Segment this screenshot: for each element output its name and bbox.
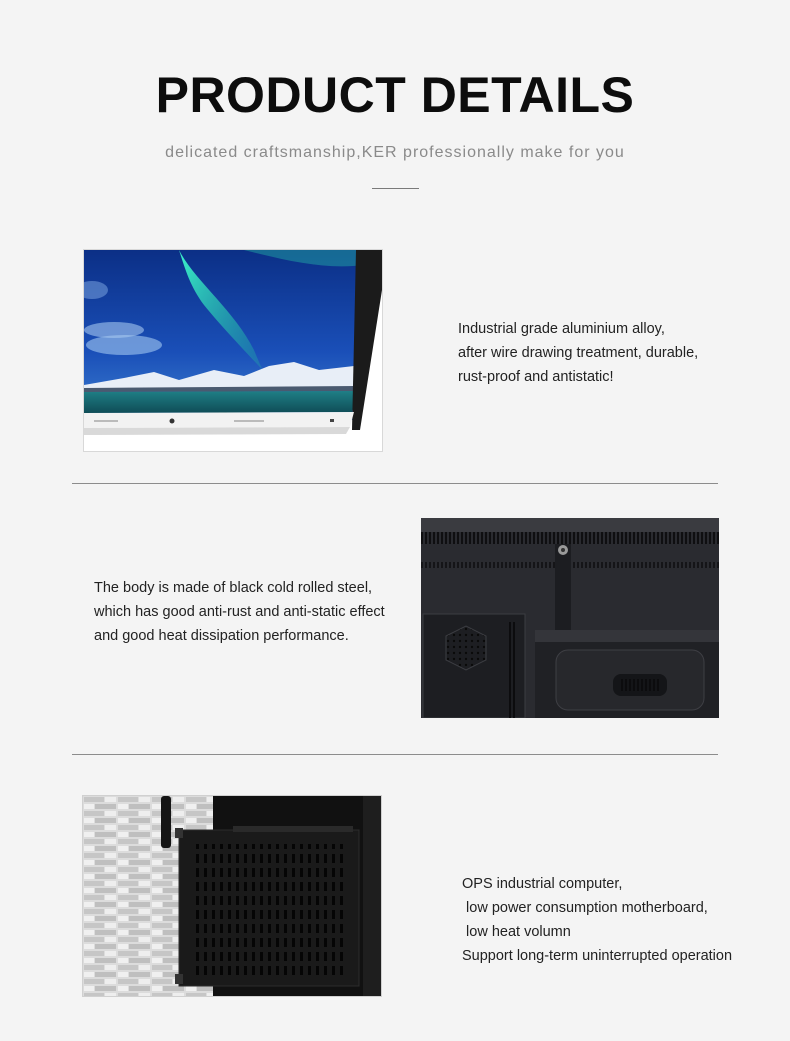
section-1-text: [458, 317, 698, 389]
section-3-line: OPS industrial computer,: [462, 876, 623, 892]
section-2-line: which has good anti-rust and anti-static effect: [94, 604, 385, 620]
section-divider: [72, 483, 718, 484]
title-underline: [372, 188, 419, 189]
page-title: PRODUCT DETAILS: [155, 67, 635, 123]
section-1-line: after wire drawing treatment, durable,: [458, 345, 699, 361]
section-2-line: The body is made of black cold rolled steel,: [94, 580, 373, 596]
section-divider: [72, 754, 718, 755]
ops-computer-image: [82, 795, 382, 997]
section-3-line: Support long-term uninterrupted operation: [462, 948, 733, 964]
back-panel-image: [421, 518, 719, 718]
interactive-display-image: [83, 249, 383, 452]
section-2-text: [94, 576, 385, 648]
section-1-line: rust-proof and antistatic!: [458, 369, 614, 385]
page-subtitle: delicated craftsmanship,KER professionally make for you: [165, 144, 625, 161]
section-1-line: Industrial grade aluminium alloy,: [458, 321, 665, 337]
section-3-line: low heat volumn: [462, 924, 571, 940]
section-2-line: and good heat dissipation performance.: [94, 628, 349, 644]
section-3-text: [462, 872, 732, 968]
section-3-line: low power consumption motherboard,: [462, 900, 708, 916]
